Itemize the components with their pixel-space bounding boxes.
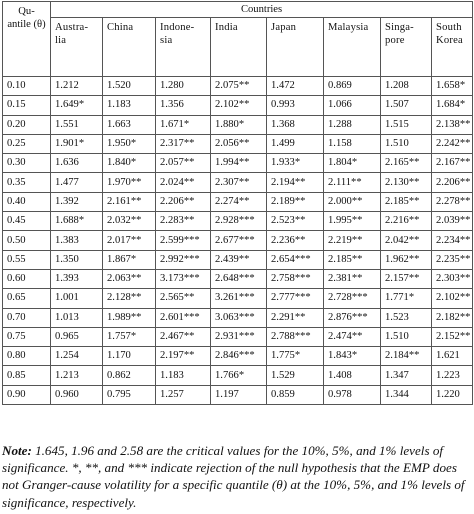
value-cell: 2.056** bbox=[211, 134, 267, 153]
quantile-cell: 0.15 bbox=[3, 96, 51, 115]
value-cell: 2.185** bbox=[324, 250, 381, 269]
quantile-cell: 0.80 bbox=[3, 347, 51, 366]
value-cell: 1.158 bbox=[324, 134, 381, 153]
quantile-cell: 0.75 bbox=[3, 327, 51, 346]
value-cell: 2.758*** bbox=[267, 269, 324, 288]
quantile-cell: 0.90 bbox=[3, 385, 51, 404]
value-cell: 2.128** bbox=[103, 289, 156, 308]
table-row bbox=[3, 308, 473, 327]
value-cell: 1.621 bbox=[432, 347, 473, 366]
value-cell: 2.111** bbox=[324, 173, 381, 192]
table-row bbox=[3, 327, 473, 346]
value-cell: 1.347 bbox=[381, 366, 432, 385]
granger-causality-table bbox=[2, 1, 473, 405]
value-cell: 1.013 bbox=[51, 308, 103, 327]
value-cell: 1.989** bbox=[103, 308, 156, 327]
value-cell: 1.393 bbox=[51, 269, 103, 288]
note-text: 1.645, 1.96 and 2.58 are the critical values for the 10%, 5%, and 1% levels of significance. *, **, and *** indicate rejection of the null hypothesis that the EMP does not Granger-cause volatility for a specific quantile (θ) at the 10%, 5%, and 1% levels of significance, respectively. bbox=[2, 443, 465, 510]
value-cell: 2.185** bbox=[381, 192, 432, 211]
value-cell: 3.261*** bbox=[211, 289, 267, 308]
value-cell: 1.671* bbox=[156, 115, 211, 134]
table-row bbox=[3, 366, 473, 385]
value-cell: 2.381** bbox=[324, 269, 381, 288]
country-header: Malaysia bbox=[324, 18, 381, 77]
value-cell: 3.063*** bbox=[211, 308, 267, 327]
table-row bbox=[3, 347, 473, 366]
quantile-cell: 0.35 bbox=[3, 173, 51, 192]
value-cell: 1.257 bbox=[156, 385, 211, 404]
note-label: Note: bbox=[2, 443, 32, 458]
value-cell: 1.254 bbox=[51, 347, 103, 366]
value-cell: 1.223 bbox=[432, 366, 473, 385]
quantile-cell: 0.50 bbox=[3, 231, 51, 250]
value-cell: 1.529 bbox=[267, 366, 324, 385]
value-cell: 1.515 bbox=[381, 115, 432, 134]
value-cell: 2.788*** bbox=[267, 327, 324, 346]
value-cell: 2.057** bbox=[156, 154, 211, 173]
value-cell: 1.962** bbox=[381, 250, 432, 269]
value-cell: 2.274** bbox=[211, 192, 267, 211]
table-row bbox=[3, 231, 473, 250]
value-cell: 1.636 bbox=[51, 154, 103, 173]
quantile-cell: 0.60 bbox=[3, 269, 51, 288]
value-cell: 1.212 bbox=[51, 77, 103, 96]
value-cell: 2.648*** bbox=[211, 269, 267, 288]
country-header: Austra- lia bbox=[51, 18, 103, 77]
value-cell: 2.467** bbox=[156, 327, 211, 346]
value-cell: 2.654*** bbox=[267, 250, 324, 269]
value-cell: 1.757* bbox=[103, 327, 156, 346]
value-cell: 2.992*** bbox=[156, 250, 211, 269]
value-cell: 2.846*** bbox=[211, 347, 267, 366]
value-cell: 1.170 bbox=[103, 347, 156, 366]
value-cell: 1.995** bbox=[324, 212, 381, 231]
country-header: China bbox=[103, 18, 156, 77]
table-row bbox=[3, 96, 473, 115]
value-cell: 0.993 bbox=[267, 96, 324, 115]
value-cell: 1.994** bbox=[211, 154, 267, 173]
value-cell: 1.368 bbox=[267, 115, 324, 134]
value-cell: 0.965 bbox=[51, 327, 103, 346]
value-cell: 0.869 bbox=[324, 77, 381, 96]
value-cell: 1.771* bbox=[381, 289, 432, 308]
value-cell: 0.978 bbox=[324, 385, 381, 404]
value-cell: 1.383 bbox=[51, 231, 103, 250]
quantile-cell: 0.10 bbox=[3, 77, 51, 96]
value-cell: 1.183 bbox=[103, 96, 156, 115]
value-cell: 1.775* bbox=[267, 347, 324, 366]
table-row bbox=[3, 173, 473, 192]
value-cell: 1.183 bbox=[156, 366, 211, 385]
value-cell: 1.472 bbox=[267, 77, 324, 96]
value-cell: 2.236** bbox=[267, 231, 324, 250]
value-cell: 2.130** bbox=[381, 173, 432, 192]
value-cell: 2.182** bbox=[432, 308, 473, 327]
quantile-header: Qu- antile (θ) bbox=[3, 2, 51, 77]
value-cell: 1.551 bbox=[51, 115, 103, 134]
value-cell: 2.194** bbox=[267, 173, 324, 192]
value-cell: 2.928*** bbox=[211, 212, 267, 231]
value-cell: 0.795 bbox=[103, 385, 156, 404]
value-cell: 1.392 bbox=[51, 192, 103, 211]
value-cell: 0.960 bbox=[51, 385, 103, 404]
table-row bbox=[3, 154, 473, 173]
value-cell: 2.102** bbox=[211, 96, 267, 115]
table-row bbox=[3, 385, 473, 404]
value-cell: 2.206** bbox=[432, 173, 473, 192]
quantile-cell: 0.85 bbox=[3, 366, 51, 385]
value-cell: 1.649* bbox=[51, 96, 103, 115]
quantile-cell: 0.20 bbox=[3, 115, 51, 134]
table-row bbox=[3, 192, 473, 211]
value-cell: 1.510 bbox=[381, 327, 432, 346]
value-cell: 2.017** bbox=[103, 231, 156, 250]
value-cell: 2.303** bbox=[432, 269, 473, 288]
table-row bbox=[3, 115, 473, 134]
countries-header: Countries bbox=[51, 2, 473, 18]
value-cell: 2.523** bbox=[267, 212, 324, 231]
value-cell: 2.242** bbox=[432, 134, 473, 153]
value-cell: 2.157** bbox=[381, 269, 432, 288]
value-cell: 2.307** bbox=[211, 173, 267, 192]
value-cell: 1.344 bbox=[381, 385, 432, 404]
value-cell: 0.862 bbox=[103, 366, 156, 385]
value-cell: 1.408 bbox=[324, 366, 381, 385]
value-cell: 2.189** bbox=[267, 192, 324, 211]
value-cell: 1.001 bbox=[51, 289, 103, 308]
value-cell: 1.766* bbox=[211, 366, 267, 385]
value-cell: 2.777*** bbox=[267, 289, 324, 308]
value-cell: 1.288 bbox=[324, 115, 381, 134]
value-cell: 2.161** bbox=[103, 192, 156, 211]
value-cell: 2.278** bbox=[432, 192, 473, 211]
value-cell: 1.220 bbox=[432, 385, 473, 404]
value-cell: 1.663 bbox=[103, 115, 156, 134]
value-cell: 0.859 bbox=[267, 385, 324, 404]
table-row bbox=[3, 250, 473, 269]
value-cell: 1.356 bbox=[156, 96, 211, 115]
value-cell: 1.901* bbox=[51, 134, 103, 153]
value-cell: 2.152** bbox=[432, 327, 473, 346]
table-row bbox=[3, 289, 473, 308]
value-cell: 2.219** bbox=[324, 231, 381, 250]
value-cell: 2.234** bbox=[432, 231, 473, 250]
value-cell: 2.235** bbox=[432, 250, 473, 269]
value-cell: 1.213 bbox=[51, 366, 103, 385]
value-cell: 2.063** bbox=[103, 269, 156, 288]
value-cell: 2.601*** bbox=[156, 308, 211, 327]
value-cell: 1.843* bbox=[324, 347, 381, 366]
value-cell: 2.165** bbox=[381, 154, 432, 173]
value-cell: 2.138** bbox=[432, 115, 473, 134]
value-cell: 2.474** bbox=[324, 327, 381, 346]
value-cell: 2.102** bbox=[432, 289, 473, 308]
value-cell: 1.804* bbox=[324, 154, 381, 173]
value-cell: 2.032** bbox=[103, 212, 156, 231]
value-cell: 2.728*** bbox=[324, 289, 381, 308]
value-cell: 1.499 bbox=[267, 134, 324, 153]
value-cell: 1.208 bbox=[381, 77, 432, 96]
country-header: Singa- pore bbox=[381, 18, 432, 77]
value-cell: 2.677*** bbox=[211, 231, 267, 250]
value-cell: 1.510 bbox=[381, 134, 432, 153]
value-cell: 2.206** bbox=[156, 192, 211, 211]
value-cell: 2.291** bbox=[267, 308, 324, 327]
country-header: South Korea bbox=[432, 18, 473, 77]
quantile-cell: 0.45 bbox=[3, 212, 51, 231]
value-cell: 2.184** bbox=[381, 347, 432, 366]
quantile-cell: 0.30 bbox=[3, 154, 51, 173]
value-cell: 1.867* bbox=[103, 250, 156, 269]
quantile-cell: 0.40 bbox=[3, 192, 51, 211]
country-header: India bbox=[211, 18, 267, 77]
value-cell: 1.933* bbox=[267, 154, 324, 173]
value-cell: 1.507 bbox=[381, 96, 432, 115]
value-cell: 1.950* bbox=[103, 134, 156, 153]
value-cell: 1.280 bbox=[156, 77, 211, 96]
value-cell: 1.880* bbox=[211, 115, 267, 134]
table-row bbox=[3, 134, 473, 153]
value-cell: 1.066 bbox=[324, 96, 381, 115]
value-cell: 2.039** bbox=[432, 212, 473, 231]
country-header-row bbox=[3, 18, 473, 77]
value-cell: 1.197 bbox=[211, 385, 267, 404]
value-cell: 1.840* bbox=[103, 154, 156, 173]
country-header: Indone- sia bbox=[156, 18, 211, 77]
quantile-cell: 0.55 bbox=[3, 250, 51, 269]
table-note bbox=[2, 442, 472, 511]
value-cell: 2.439** bbox=[211, 250, 267, 269]
table-body bbox=[3, 77, 473, 405]
value-cell: 2.216** bbox=[381, 212, 432, 231]
value-cell: 1.684* bbox=[432, 96, 473, 115]
quantile-cell: 0.65 bbox=[3, 289, 51, 308]
value-cell: 2.000** bbox=[324, 192, 381, 211]
quantile-cell: 0.25 bbox=[3, 134, 51, 153]
table-row bbox=[3, 77, 473, 96]
value-cell: 2.931*** bbox=[211, 327, 267, 346]
value-cell: 1.523 bbox=[381, 308, 432, 327]
table-row bbox=[3, 269, 473, 288]
value-cell: 1.688* bbox=[51, 212, 103, 231]
table-row bbox=[3, 212, 473, 231]
value-cell: 2.167** bbox=[432, 154, 473, 173]
value-cell: 2.599*** bbox=[156, 231, 211, 250]
value-cell: 2.317** bbox=[156, 134, 211, 153]
value-cell: 2.024** bbox=[156, 173, 211, 192]
value-cell: 1.658* bbox=[432, 77, 473, 96]
value-cell: 1.477 bbox=[51, 173, 103, 192]
quantile-cell: 0.70 bbox=[3, 308, 51, 327]
value-cell: 2.876*** bbox=[324, 308, 381, 327]
value-cell: 3.173*** bbox=[156, 269, 211, 288]
value-cell: 2.565** bbox=[156, 289, 211, 308]
country-header: Japan bbox=[267, 18, 324, 77]
value-cell: 2.197** bbox=[156, 347, 211, 366]
value-cell: 1.350 bbox=[51, 250, 103, 269]
value-cell: 1.520 bbox=[103, 77, 156, 96]
value-cell: 1.970** bbox=[103, 173, 156, 192]
value-cell: 2.283** bbox=[156, 212, 211, 231]
value-cell: 2.075** bbox=[211, 77, 267, 96]
value-cell: 2.042** bbox=[381, 231, 432, 250]
